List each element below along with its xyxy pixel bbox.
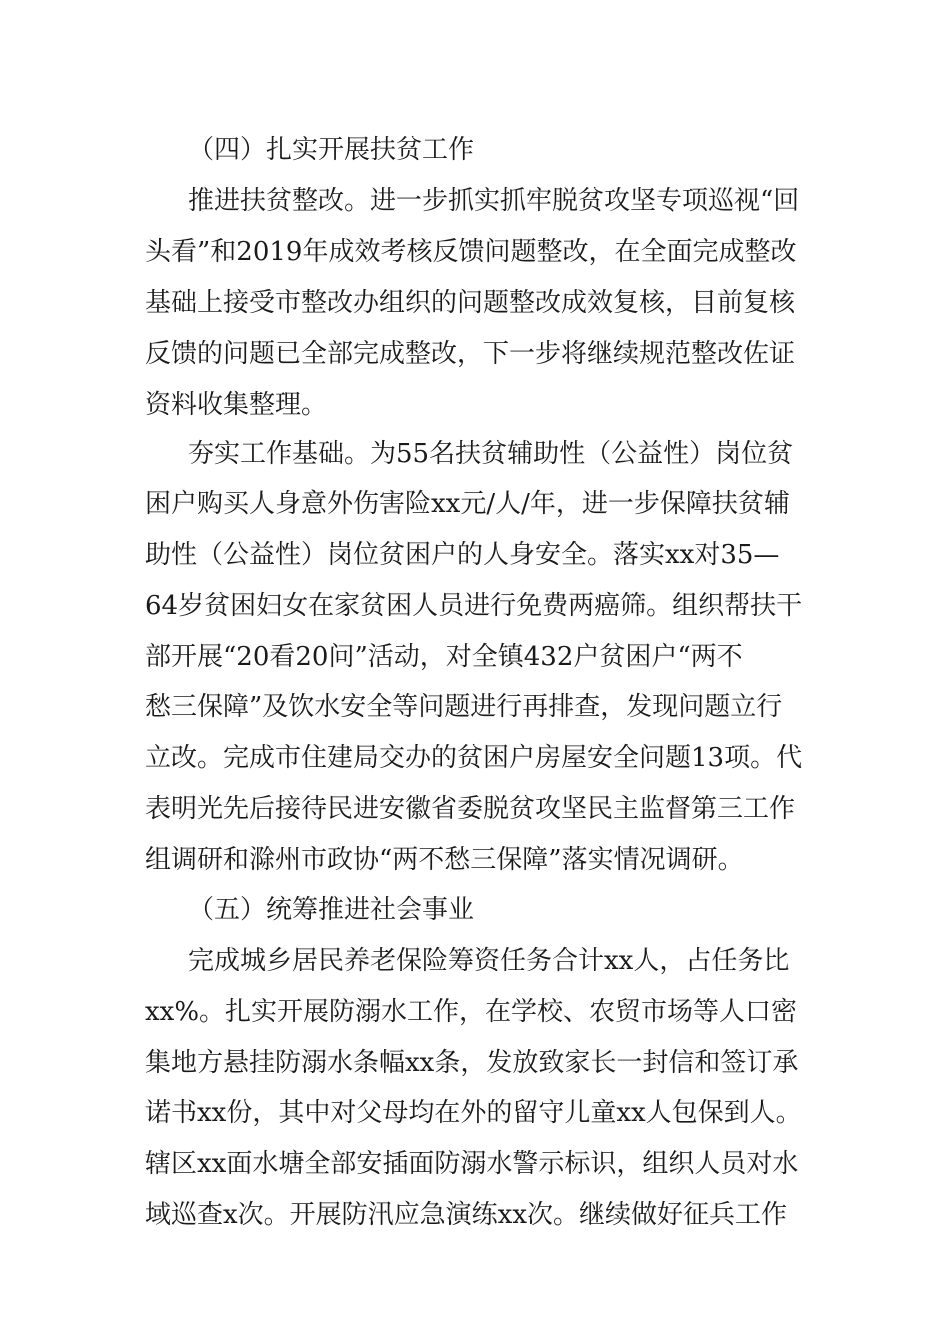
paragraph-line: 组调研和滁州市政协“两不愁三保障”落实情况调研。 [145,845,744,875]
paragraph-line: 助性（公益性）岗位贫困户的人身安全。落实xx对35— [145,540,780,570]
paragraph-line: 困户购买人身意外伤害险xx元/人/年，进一步保障扶贫辅 [145,489,790,519]
paragraph-line: 诺书xx份，其中对父母均在外的留守儿童xx人包保到人。 [145,1098,802,1128]
paragraph-line: 资料收集整理。 [145,390,328,420]
paragraph-line: 64岁贫困妇女在家贫困人员进行免费两癌筛。组织帮扶干 [145,591,803,621]
paragraph-line: 夯实工作基础。为55名扶贫辅助性（公益性）岗位贫 [188,439,794,469]
paragraph-line: 推进扶贫整改。进一步抓实抓牢脱贫攻坚专项巡视“回 [188,186,800,216]
paragraph-line: 基础上接受市整改办组织的问题整改成效复核，目前复核 [145,288,796,318]
section-heading-4: （四）扎实开展扶贫工作 [188,135,475,165]
paragraph-line: xx%。扎实开展防溺水工作，在学校、农贸市场等人口密 [145,997,798,1027]
paragraph-line: 完成城乡居民养老保险筹资任务合计xx人，占任务比 [188,946,790,976]
paragraph-line: 愁三保障”及饮水安全等问题进行再排查，发现问题立行 [145,692,783,722]
paragraph-line: 辖区xx面水塘全部安插面防溺水警示标识，组织人员对水 [145,1149,799,1179]
paragraph-line: 立改。完成市住建局交办的贫困户房屋安全问题13项。代 [145,743,803,773]
paragraph-line: 表明光先后接待民进安徽省委脱贫攻坚民主监督第三工作 [145,794,796,824]
paragraph-line: 部开展“20看20问”活动，对全镇432户贫困户“两不 [145,642,743,672]
paragraph-line: 域巡查x次。开展防汛应急演练xx次。继续做好征兵工作 [145,1200,787,1230]
paragraph-line: 反馈的问题已全部完成整改，下一步将继续规范整改佐证 [145,339,796,369]
section-heading-5: （五）统筹推进社会事业 [188,895,475,925]
paragraph-line: 头看”和2019年成效考核反馈问题整改，在全面完成整改 [145,237,797,267]
paragraph-line: 集地方悬挂防溺水条幅xx条，发放致家长一封信和签订承 [145,1048,799,1078]
